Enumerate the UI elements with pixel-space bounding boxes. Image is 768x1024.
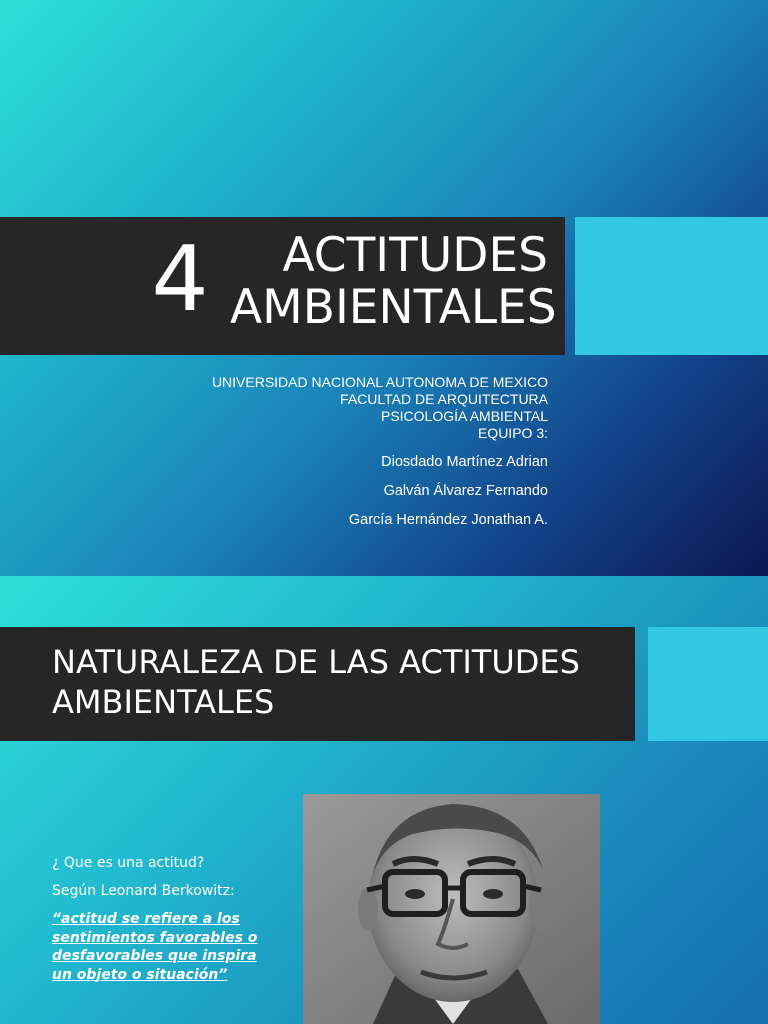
title-line-2: AMBIENTALES: [52, 683, 275, 721]
portrait-image: [303, 794, 600, 1024]
title-line-1: ACTITUDES: [282, 228, 548, 283]
quote-line: sentimientos favorables o: [52, 929, 258, 946]
slide-title: [52, 642, 622, 722]
question-text: ¿ Que es una actitud?: [52, 855, 205, 871]
team-member: Diosdado Martínez Adrian: [381, 454, 548, 470]
accent-box: [575, 217, 768, 355]
eye-right: [483, 889, 503, 899]
team-member: García Hernández Jonathan A.: [348, 512, 548, 528]
quote-line: “actitud se refiere a los: [52, 911, 240, 927]
definition-text: [52, 854, 267, 984]
attribution-text: Según Leonard Berkowitz:: [52, 883, 235, 899]
eye-left: [405, 889, 425, 899]
accent-box: [648, 627, 768, 741]
team-member: Galván Álvarez Fernando: [383, 483, 548, 499]
course-name: PSICOLOGÍA AMBIENTAL: [380, 408, 548, 424]
quote-line: desfavorables que inspira: [52, 948, 257, 964]
team-label: EQUIPO 3:: [477, 425, 548, 441]
university-name: UNIVERSIDAD NACIONAL AUTONOMA DE MEXICO: [211, 374, 548, 390]
subtitle-block: [150, 374, 548, 529]
title-line-2: AMBIENTALES: [230, 280, 557, 335]
ear-left: [358, 887, 378, 931]
faculty-name: FACULTAD DE ARQUITECTURA: [340, 391, 548, 407]
slide-2: [0, 576, 768, 1024]
title-line-1: NATURALEZA DE LAS ACTITUDES: [52, 643, 580, 681]
slide-number: 4: [151, 227, 209, 332]
slide-title: [230, 228, 557, 335]
quote-text: [52, 910, 267, 984]
quote-line: un objeto o situación”: [52, 966, 228, 983]
ear-right: [529, 887, 549, 931]
